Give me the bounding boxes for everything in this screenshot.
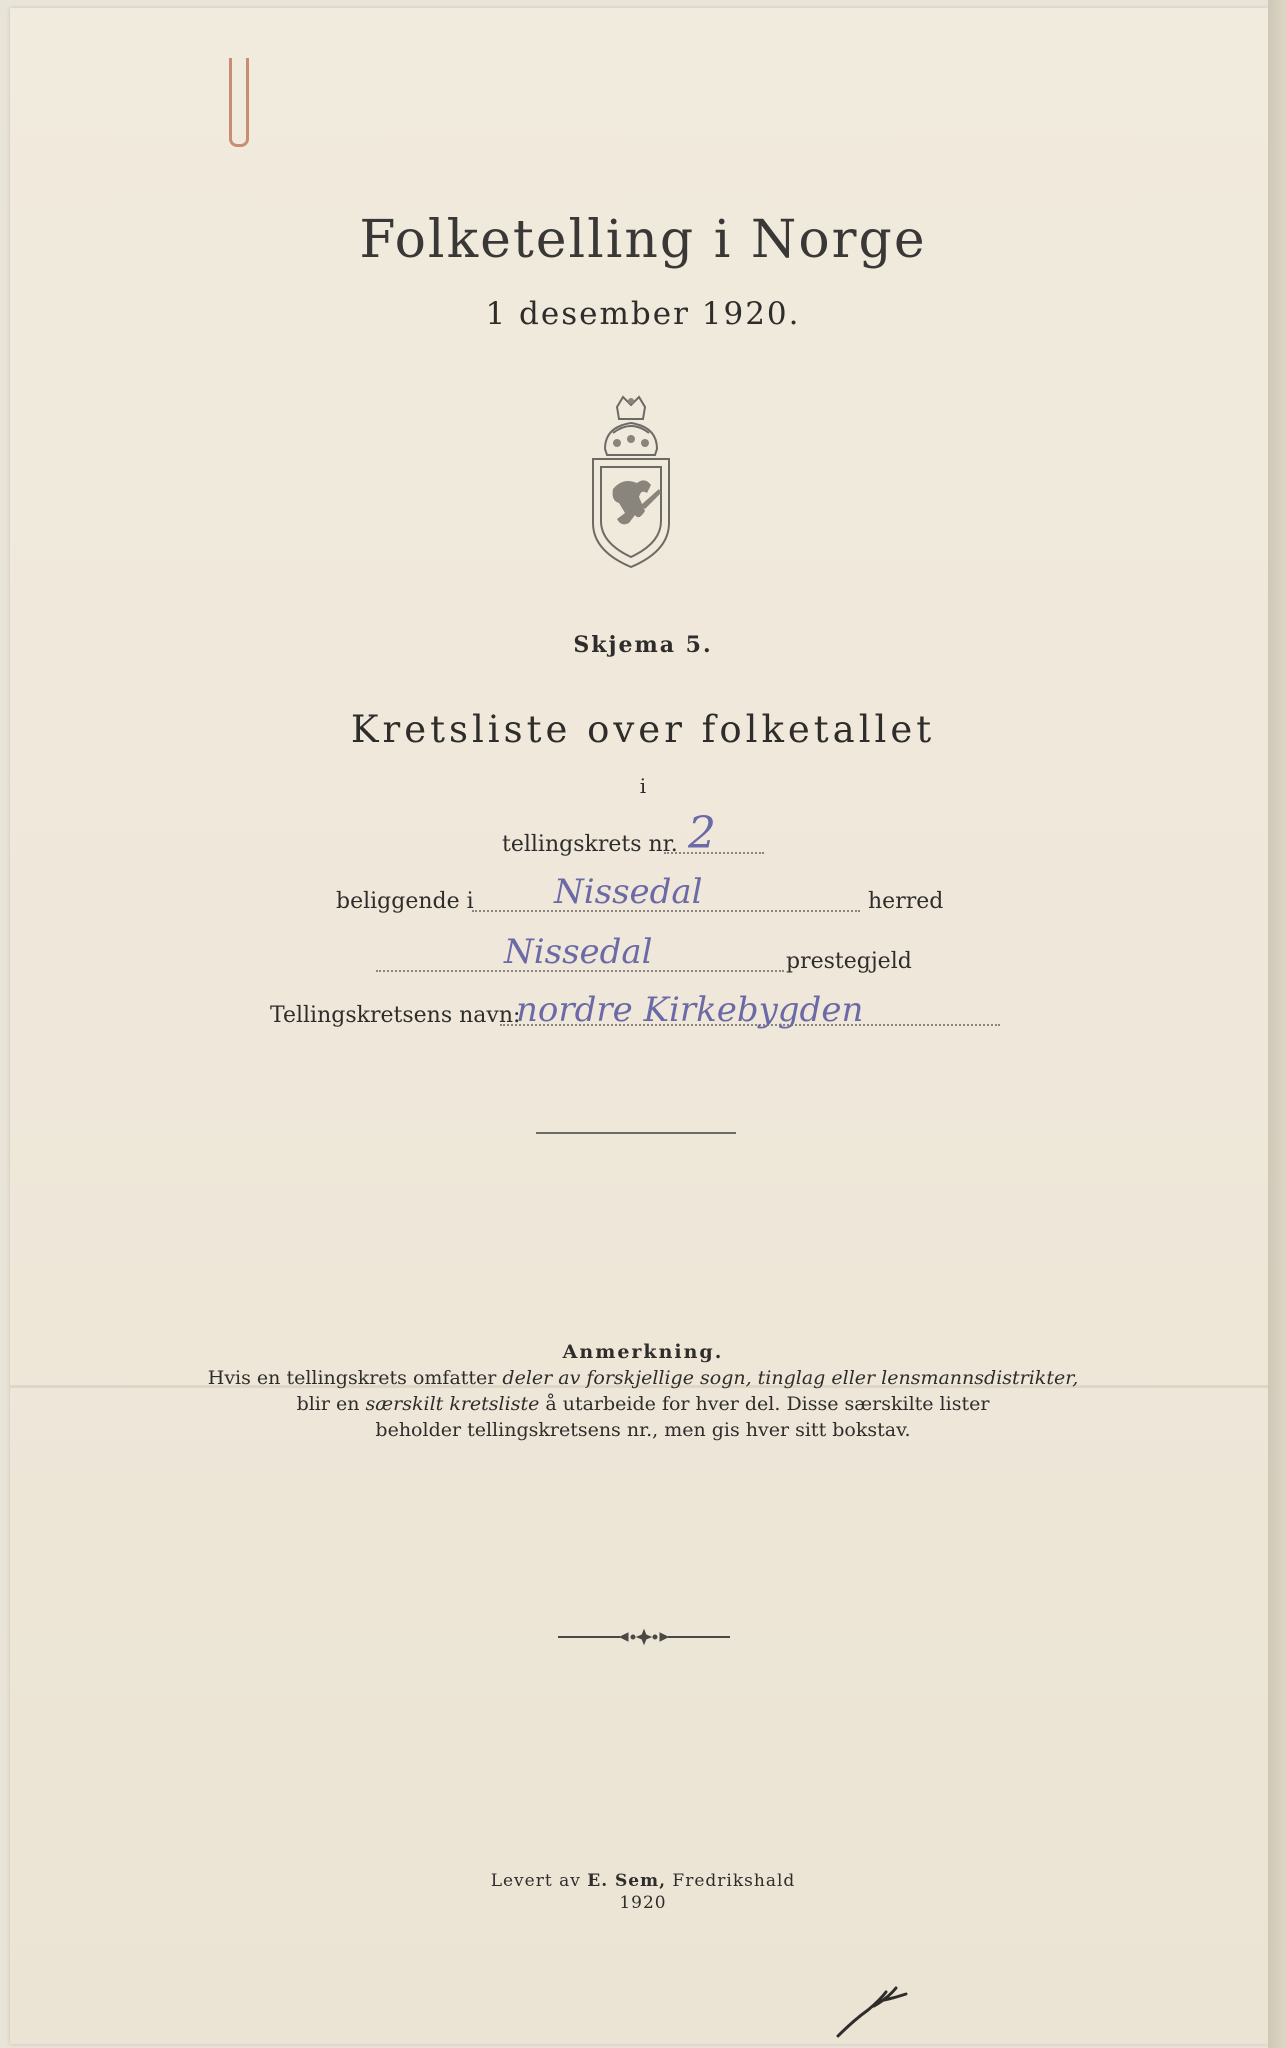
krets-nr-value: 2 [688, 808, 716, 859]
prestegjeld-value: Nissedal [504, 932, 653, 972]
ornament-divider-icon [556, 1629, 732, 1645]
printer-name: E. Sem, [587, 1871, 667, 1891]
printer-credit [0, 1871, 1286, 1891]
note-line-2-italic: særskilt kretsliste [365, 1393, 540, 1415]
divider-rule [536, 1132, 736, 1134]
coat-of-arms-icon [583, 393, 679, 569]
staple-icon [229, 58, 249, 147]
form-heading: Kretsliste over folketallet [350, 708, 936, 751]
note-heading: Anmerkning. [562, 1341, 724, 1363]
krets-nr-label: tellingskrets nr. [502, 832, 678, 857]
note-line-1-text: Hvis en tellingskrets omfatter [207, 1367, 503, 1389]
note-line-2 [170, 1392, 1116, 1416]
note-line-1-italic: deler av forskjellige sogn, tinglag eller lensmannsdistrikter, [502, 1367, 1079, 1389]
printer-year: 1920 [619, 1893, 667, 1913]
printer-prefix: Levert av [490, 1871, 588, 1891]
note-line-2-text-c: å utarbeide for hver del. Disse særskilte lister [539, 1393, 990, 1415]
pen-mark-icon [834, 1980, 914, 2040]
prestegjeld-label: prestegjeld [786, 949, 912, 974]
note-line-1 [170, 1366, 1116, 1390]
herred-label: herred [868, 889, 944, 914]
printer-city: Fredrikshald [666, 1871, 796, 1891]
beliggende-value: Nissedal [554, 872, 703, 912]
note-line-2-text-a: blir en [296, 1393, 366, 1415]
note-line-3: beholder tellingskretsens nr., men gis hver sitt bokstav. [375, 1419, 911, 1441]
document-date: 1 desember 1920. [485, 296, 801, 332]
schema-label: Skjema 5. [573, 632, 713, 658]
krets-navn-value: nordre Kirkebygden [516, 990, 864, 1030]
connector-word: i [639, 774, 647, 798]
krets-navn-label: Tellingskretsens navn: [270, 1003, 521, 1028]
document-title: Folketelling i Norge [359, 210, 927, 270]
beliggende-label: beliggende i [336, 889, 474, 914]
